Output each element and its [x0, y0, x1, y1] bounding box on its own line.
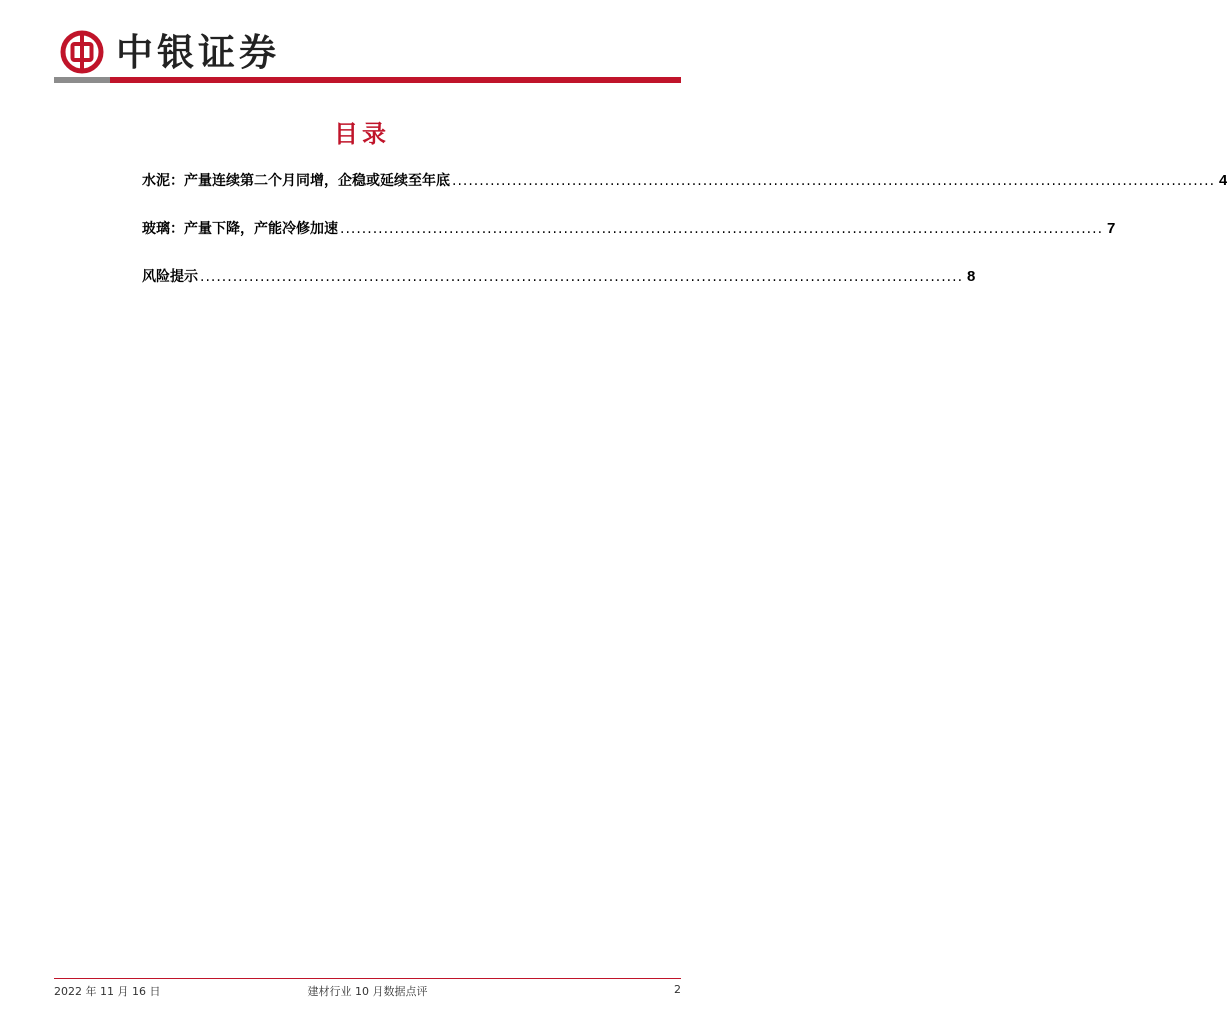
- toc-leader-dots: ............................................................................................................................................: [452, 173, 1216, 189]
- toc-entry-page: 7: [1107, 220, 1116, 237]
- toc-entry[interactable]: [142, 170, 1227, 192]
- footer-date: 2022 年 11 月 16 日: [54, 985, 161, 998]
- toc-entry-page: 8: [967, 268, 976, 285]
- footer-divider: [54, 978, 681, 979]
- toc-entry[interactable]: [142, 266, 976, 288]
- table-of-contents: [142, 170, 1227, 314]
- toc-entry-label: 风险提示: [142, 269, 198, 285]
- page-footer: [54, 983, 681, 999]
- toc-leader-dots: ............................................................................................................................................: [200, 269, 964, 285]
- toc-title: 目录: [334, 120, 390, 148]
- header-divider-red: [110, 77, 681, 83]
- footer-report-title: 建材行业 10 月数据点评: [307, 985, 428, 998]
- toc-entry-label: 玻璃：产量下降，产能冷修加速: [142, 221, 338, 237]
- toc-entry-label: 水泥：产量连续第二个月同增，企稳或延续至年底: [142, 173, 450, 189]
- toc-leader-dots: ............................................................................................................................................: [340, 221, 1104, 237]
- bank-of-china-logo-icon: [60, 30, 104, 74]
- brand-name: 中银证券: [116, 30, 280, 74]
- header-divider-gray: [54, 77, 110, 83]
- toc-entry[interactable]: [142, 218, 1116, 240]
- toc-entry-page: 4: [1219, 172, 1227, 189]
- footer-page-number: 2: [674, 983, 681, 996]
